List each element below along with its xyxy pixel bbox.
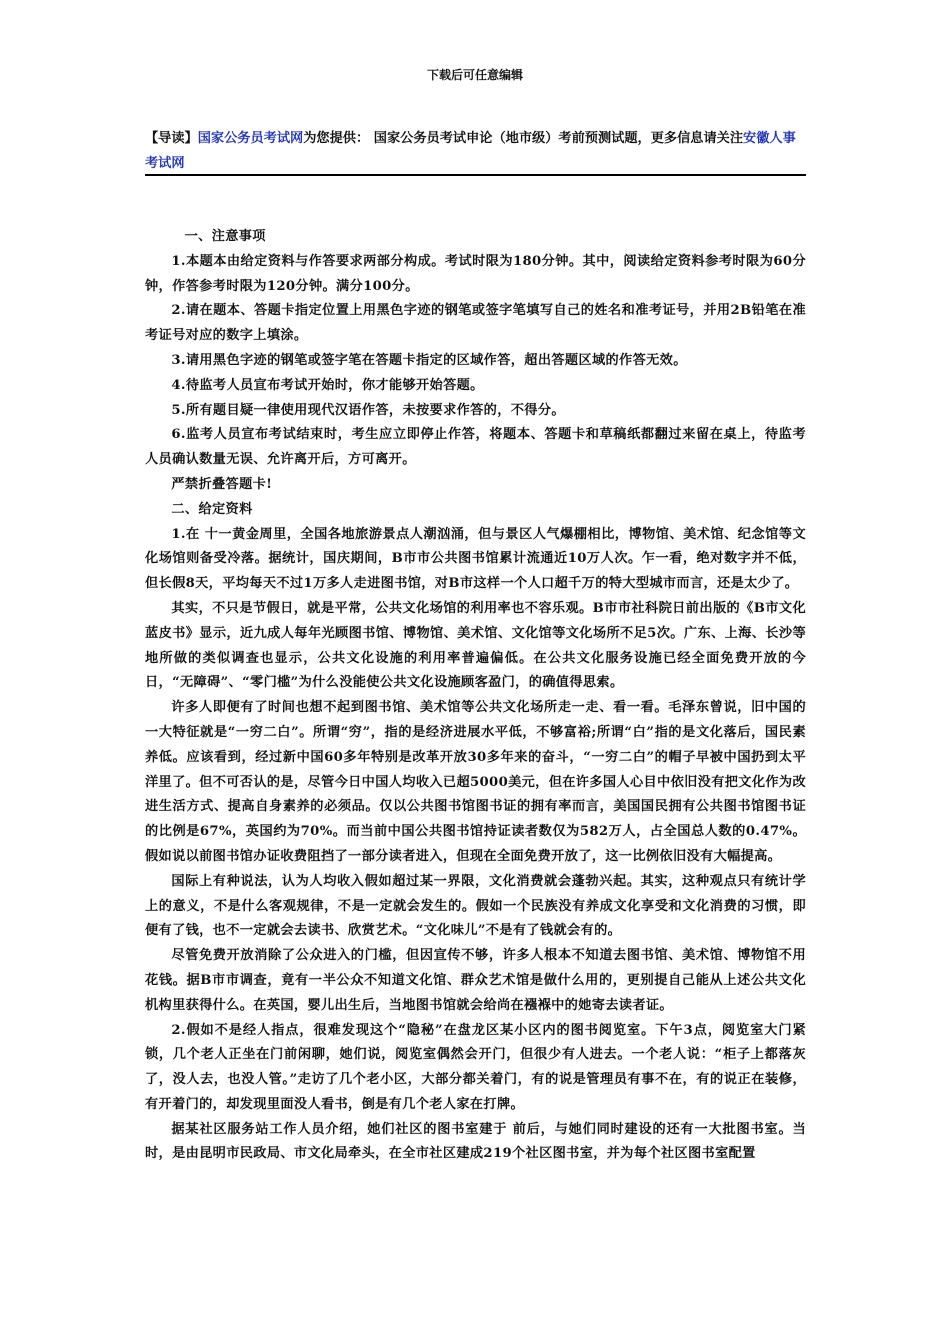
notes-item-6: 6.监考人员宣布考试结束时，考生应立即停止作答，将题本、答题卡和草稿纸都翻过来留在桌上，待监考人员确认数量无误、允许离开后，方可离开。	[145, 427, 806, 468]
intro-bracket: 【导读】	[145, 131, 198, 146]
notes-warning: 严禁折叠答题卡!	[171, 476, 273, 492]
intro-block	[145, 126, 805, 176]
notes-item-2: 2.请在题本、答题卡指定位置上用黑色字迹的钢笔或签字笔填写自己的姓名和准考证号，并用2B铅笔在准考证号对应的数字上填涂。	[145, 303, 806, 344]
material-paragraph: 1.在 十一黄金周里，全国各地旅游景点人潮汹涌，但与景区人气爆棚相比，博物馆、美术馆、纪念馆等文化场馆则备受冷落。据统计，国庆期间，B市市公共图书馆累计流通近10万人次。乍一看，绝对数字并不低，但长假8天，平均每天不过1万多人走进图书馆，对B市这样一个人口超千万的特大型城市而言，还是太少了。	[145, 526, 806, 592]
material-paragraph: 据某社区服务站工作人员介绍，她们社区的图书室建于 前后，与她们同时建设的还有一大批图书室。当时，是由昆明市民政局、市文化局牵头，在全市社区建成219个社区图书室，并为每个社区图书室配置	[145, 1121, 806, 1162]
section-heading-materials: 二、给定资料	[171, 501, 253, 517]
notes-item-1: 1.本题本由给定资料与作答要求两部分构成。考试时限为180分钟。其中，阅读给定资料参考时限为60分钟，作答参考时限为120分钟。满分100分。	[145, 253, 806, 294]
header-divider	[145, 174, 806, 176]
follow-link[interactable]: 安徽人事考试网	[145, 131, 796, 171]
section-heading-notes: 一、注意事项	[184, 229, 266, 244]
intro-text: 为您提供： 国家公务员考试申论（地市级）考前预测试题，更多信息请关注	[303, 131, 744, 146]
header-note: 下载后可任意编辑	[426, 68, 523, 82]
material-paragraph: 其实，不只是节假日，就是平常，公共文化场馆的利用率也不容乐观。B市市社科院日前出版的《B市文化蓝皮书》显示，近九成人每年光顾图书馆、博物馆、美术馆、文化馆等文化场所不足5次。广东、上海、长沙等地所做的类似调查也显示，公共文化设施的利用率普遍偏低。在公共文化服务设施已经全面免费开放的今日，“无障碍”、“零门槛”为什么没能使公共文化设施顾客盈门，的确值得思索。	[145, 600, 806, 691]
material-paragraph: 许多人即便有了时间也想不起到图书馆、美术馆等公共文化场所走一走、看一看。毛泽东曾说，旧中国的一大特征就是“一穷二白”。所谓“穷”，指的是经济进展水平低，不够富裕;所谓“白”指的是文化落后，国民素养低。应该看到，经过新中国60多年特别是改革开放30多年来的奋斗，“一穷二白”的帽子早被中国扔到太平洋里了。但不可否认的是，尽管今日中国人均收入已超5000美元，但在许多国人心目中依旧没有把文化作为改进生活方式、提高自身素养的必须品。仅以公共图书馆图书证的拥有率而言，美国国民拥有公共图书馆图书证的比例是67%，英国约为70%。而当前中国公共图书馆持证读者数仅为582万人，占全国总人数的0.47%。假如说以前图书馆办证收费阻挡了一部分读者进入，但现在全面免费开放了，这一比例依旧没有大幅提高。	[145, 700, 806, 864]
notes-item-3: 3.请用黑色字迹的钢笔或签字笔在答题卡指定的区域作答，超出答题区域的作答无效。	[171, 352, 687, 368]
notes-item-4: 4.待监考人员宣布考试开始时，你才能够开始答题。	[171, 377, 484, 393]
material-paragraph: 国际上有种说法，认为人均收入假如超过某一界限，文化消费就会蓬勃兴起。其实，这种观点只有统计学上的意义，不是什么客观规律，不是一定就会发生的。假如一个民族没有养成文化享受和文化消费的习惯，即便有了钱，也不一定就会去读书、欣赏艺术。“文化味儿”不是有了钱就会有的。	[145, 873, 806, 939]
document-body	[145, 225, 806, 1167]
material-paragraph: 2.假如不是经人指点，很难发现这个“隐秘”在盘龙区某小区内的图书阅览室。下午3点，阅览室大门紧锁，几个老人正坐在门前闲聊，她们说，阅览室偶然会开门，但很少有人进去。一个老人说：“柜子上都落灰了，没人去，也没人管。”走访了几个老小区，大部分都关着门，有的说是管理员有事不在，有的说正在装修，有开着门的，却发现里面没人看书，倒是有几个老人家在打牌。	[145, 1022, 806, 1112]
notes-item-5: 5.所有题目疑一律使用现代汉语作答，未按要求作答的，不得分。	[171, 402, 565, 418]
material-paragraph: 尽管免费开放消除了公众进入的门槛，但因宣传不够，许多人根本不知道去图书馆、美术馆、博物馆不用花钱。据B市市调查，竟有一半公众不知道文化馆、群众艺术馆是做什么用的，更别提自己能从上述公共文化机构里获得什么。在英国，婴儿出生后，当地图书馆就会给尚在襁褓中的她寄去读者证。	[145, 948, 806, 1013]
site-link[interactable]: 国家公务员考试网	[197, 131, 304, 146]
